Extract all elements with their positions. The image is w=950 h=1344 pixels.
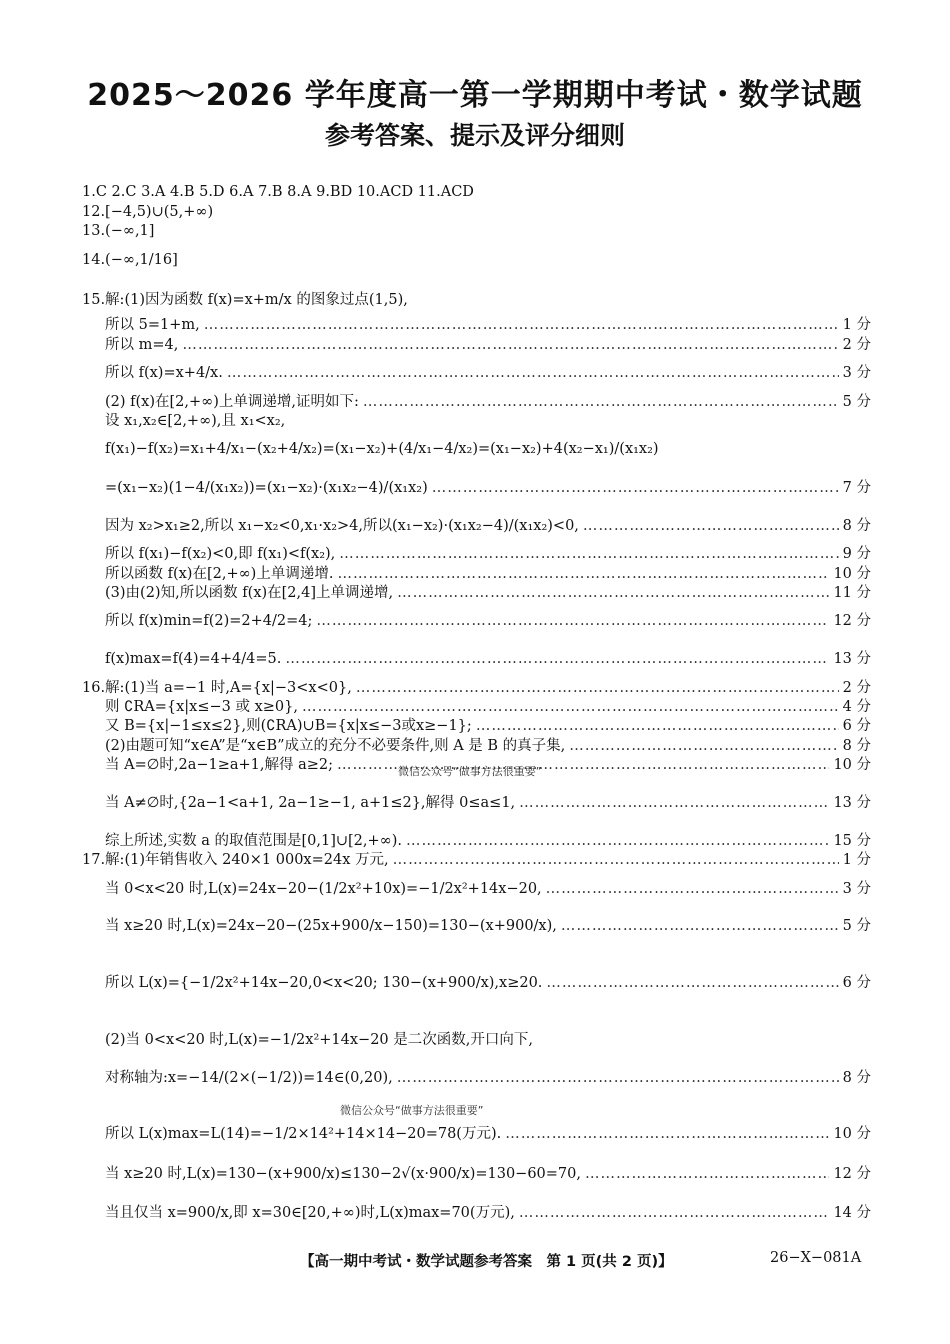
q17-line-4: 所以 L(x)={−1/2x²+14x−20,0<x<20; 130−(x+900/x),x≥20. ……………………………………………………………………………………………………………………………………………………………………………………………………………………………… 6 分 — [105, 974, 871, 992]
leader-dots — [561, 917, 839, 935]
leader-dots — [339, 545, 838, 563]
leader-dots — [393, 851, 839, 869]
leader-dots — [583, 517, 839, 535]
q17-line-2: 当 0<x<20 时,L(x)=24x−20−(1/2x²+10x)=−1/2x²+14x−20, ……………………………………………………………………………………………………………………………………………………………………………………………………………………………… 3 分 — [105, 880, 871, 898]
score: 10 分 — [833, 757, 871, 773]
q17-line-9: 当且仅当 x=900/x,即 x=30∈[20,+∞)时,L(x)max=70(万元), ……………………………………………………………………………………………………………………………………………………………………………………………………………………………… 14 分 — [105, 1204, 871, 1222]
score: 3 分 — [842, 881, 871, 897]
q16-line-6: 当 A≠∅时,{2a−1<a+1, 2a−1≥−1, a+1≤2},解得 0≤a≤1, ……………………………………………………………………………………………………………………………………………………………………………………………………………………………… 13 分 — [105, 794, 871, 812]
leader-dots — [182, 336, 838, 354]
document-code: 26−X−081A — [770, 1250, 862, 1266]
leader-dots — [356, 679, 839, 697]
leader-dots — [302, 698, 839, 716]
page-subtitle: 参考答案、提示及评分细则 — [324, 121, 625, 150]
score: 10 分 — [833, 1126, 871, 1142]
score: 12 分 — [833, 1166, 871, 1182]
leader-dots — [569, 737, 838, 755]
score: 10 分 — [833, 566, 871, 582]
score: 13 分 — [833, 651, 871, 667]
leader-dots — [204, 316, 839, 334]
leader-dots — [337, 565, 829, 583]
score: 13 分 — [833, 795, 871, 811]
leader-dots — [363, 393, 839, 411]
score: 11 分 — [833, 585, 871, 601]
q15-line-2: 所以 m=4, ……………………………………………………………………………………………………………………………………………………………………………………………………………………………… 2 分 — [105, 336, 871, 354]
q16-line-1: 16.解:(1)当 a=−1 时,A={x|−3<x<0}, ……………………………………………………………………………………………………………………………………………………………………………………………………………………………… 2 分 — [82, 679, 871, 697]
q17-line-1: 17.解:(1)年销售收入 240×1 000x=24x 万元, ……………………………………………………………………………………………………………………………………………………………………………………………………………………………… 1 分 — [82, 851, 871, 869]
answer-13: 13.(−∞,1] — [82, 223, 155, 239]
q17-line-8: 当 x≥20 时,L(x)=130−(x+900/x)≤130−2√(x·900/x)=130−60=70, ……………………………………………………………………………………………………………………………………………………………………………………………………………………………… 12 分 — [105, 1165, 871, 1183]
score: 2 分 — [842, 337, 871, 353]
score: 12 分 — [833, 613, 871, 629]
score: 1 分 — [842, 317, 871, 333]
leader-dots — [546, 974, 838, 992]
score: 8 分 — [842, 518, 871, 534]
choice-answers: 1.C 2.C 3.A 4.B 5.D 6.A 7.B 8.A 9.BD 10.ACD 11.ACD — [82, 184, 474, 200]
q17-line-3: 当 x≥20 时,L(x)=24x−20−(25x+900/x−150)=130−(x+900/x), ……………………………………………………………………………………………………………………………………………………………………………………………………………………………… 5 分 — [105, 917, 871, 935]
leader-dots — [476, 717, 839, 735]
leader-dots — [316, 612, 829, 630]
leader-dots — [397, 584, 829, 602]
q15-intro: 15.解:(1)因为函数 f(x)=x+m/x 的图象过点(1,5), — [82, 292, 408, 308]
page-footer: 【高一期中考试・数学试题参考答案 第 1 页(共 2 页)】 — [300, 1254, 673, 1270]
q17-line-5: (2)当 0<x<20 时,L(x)=−1/2x²+14x−20 是二次函数,开口向下, — [105, 1032, 533, 1048]
leader-dots — [406, 832, 829, 850]
score: 4 分 — [842, 699, 871, 715]
score: 5 分 — [842, 918, 871, 934]
watermark-2: 微信公众号“做事方法很重要” — [340, 1104, 484, 1117]
leader-dots — [285, 650, 829, 668]
score: 9 分 — [842, 546, 871, 562]
score: 2 分 — [842, 680, 871, 696]
leader-dots — [505, 1125, 829, 1143]
q15-line-6: f(x₁)−f(x₂)=x₁+4/x₁−(x₂+4/x₂)=(x₁−x₂)+(4/x₁−4/x₂)=(x₁−x₂)+4(x₂−x₁)/(x₁x₂) — [105, 441, 659, 457]
leader-dots — [432, 479, 839, 497]
leader-dots — [585, 1165, 829, 1183]
q15-line-8: 因为 x₂>x₁≥2,所以 x₁−x₂<0,x₁·x₂>4,所以(x₁−x₂)·(x₁x₂−4)/(x₁x₂)<0, ……………………………………………………………………………………………………………………………………………………………………………………………………………………………… 8 分 — [105, 517, 871, 535]
leader-dots — [397, 1069, 839, 1087]
score: 8 分 — [842, 738, 871, 754]
page-title: 2025～2026 学年度高一第一学期期中考试・数学试题 — [87, 78, 863, 113]
score: 1 分 — [842, 852, 871, 868]
q15-line-11: (3)由(2)知,所以函数 f(x)在[2,4]上单调递增, ……………………………………………………………………………………………………………………………………………………………………………………………………………………………… 11 分 — [105, 584, 871, 602]
score: 7 分 — [842, 480, 871, 496]
leader-dots — [227, 364, 839, 382]
q16-line-2: 则 ∁RA={x|x≤−3 或 x≥0}, ……………………………………………………………………………………………………………………………………………………………………………………………………………………………… 4 分 — [105, 698, 871, 716]
q16-line-3: 又 B={x|−1≤x≤2},则(∁RA)∪B={x|x≤−3或x≥−1}; ……………………………………………………………………………………………………………………………………………………………………………………………………………………………… 6 分 — [105, 717, 871, 735]
score: 8 分 — [842, 1070, 871, 1086]
score: 5 分 — [842, 394, 871, 410]
answer-12: 12.[−4,5)∪(5,+∞) — [82, 204, 214, 220]
q15-line-10: 所以函数 f(x)在[2,+∞)上单调递增. ……………………………………………………………………………………………………………………………………………………………………………………………………………………………… 10 分 — [105, 565, 871, 583]
q15-line-9: 所以 f(x₁)−f(x₂)<0,即 f(x₁)<f(x₂), ……………………………………………………………………………………………………………………………………………………………………………………………………………………………… 9 分 — [105, 545, 871, 563]
q16-line-7: 综上所述,实数 a 的取值范围是[0,1]∪[2,+∞). ……………………………………………………………………………………………………………………………………………………………………………………………………………………………… 15 分 — [105, 832, 871, 850]
leader-dots — [519, 794, 829, 812]
q16-line-5: 当 A=∅时,2a−1≥a+1,解得 a≥2; ……………………………………………………………………………………………………………………………………………………………………………………………………………………………… 10 分 — [105, 756, 871, 774]
score: 6 分 — [842, 975, 871, 991]
q15-line-5: 设 x₁,x₂∈[2,+∞),且 x₁<x₂, — [105, 413, 286, 429]
leader-dots — [519, 1204, 830, 1222]
answer-14: 14.(−∞,1/16] — [82, 252, 178, 268]
q17-line-7: 所以 L(x)max=L(14)=−1/2×14²+14×14−20=78(万元). ……………………………………………………………………………………………………………………………………………………………………………………………………………………………… 10 分 — [105, 1125, 871, 1143]
score: 14 分 — [833, 1205, 871, 1221]
q15-line-4: (2) f(x)在[2,+∞)上单调递增,证明如下: ……………………………………………………………………………………………………………………………………………………………………………………………………………………………… 5 分 — [105, 393, 871, 411]
score: 6 分 — [842, 718, 871, 734]
q15-line-7: =(x₁−x₂)(1−4/(x₁x₂))=(x₁−x₂)·(x₁x₂−4)/(x₁x₂) ……………………………………………………………………………………………………………………………………………………………………………………………………………………………… 7 分 — [105, 479, 871, 497]
score: 3 分 — [842, 365, 871, 381]
watermark-1: 微信公众号“做事方法很重要” — [398, 765, 542, 778]
q16-line-4: (2)由题可知“x∈A”是“x∈B”成立的充分不必要条件,则 A 是 B 的真子集, ……………………………………………………………………………………………………………………………………………………………………………………………………………………………… 8 分 — [105, 737, 871, 755]
leader-dots — [546, 880, 839, 898]
q15-line-1: 所以 5=1+m, ……………………………………………………………………………………………………………………………………………………………………………………………………………………………… 1 分 — [105, 316, 871, 334]
q17-line-6: 对称轴为:x=−14/(2×(−1/2))=14∈(0,20), ……………………………………………………………………………………………………………………………………………………………………………………………………………………………… 8 分 — [105, 1069, 871, 1087]
q15-line-12: 所以 f(x)min=f(2)=2+4/2=4; ……………………………………………………………………………………………………………………………………………………………………………………………………………………………… 12 分 — [105, 612, 871, 630]
q15-line-3: 所以 f(x)=x+4/x. ……………………………………………………………………………………………………………………………………………………………………………………………………………………………… 3 分 — [105, 364, 871, 382]
score: 15 分 — [833, 833, 871, 849]
q15-line-13: f(x)max=f(4)=4+4/4=5. ……………………………………………………………………………………………………………………………………………………………………………………………………………………………… 13 分 — [105, 650, 871, 668]
